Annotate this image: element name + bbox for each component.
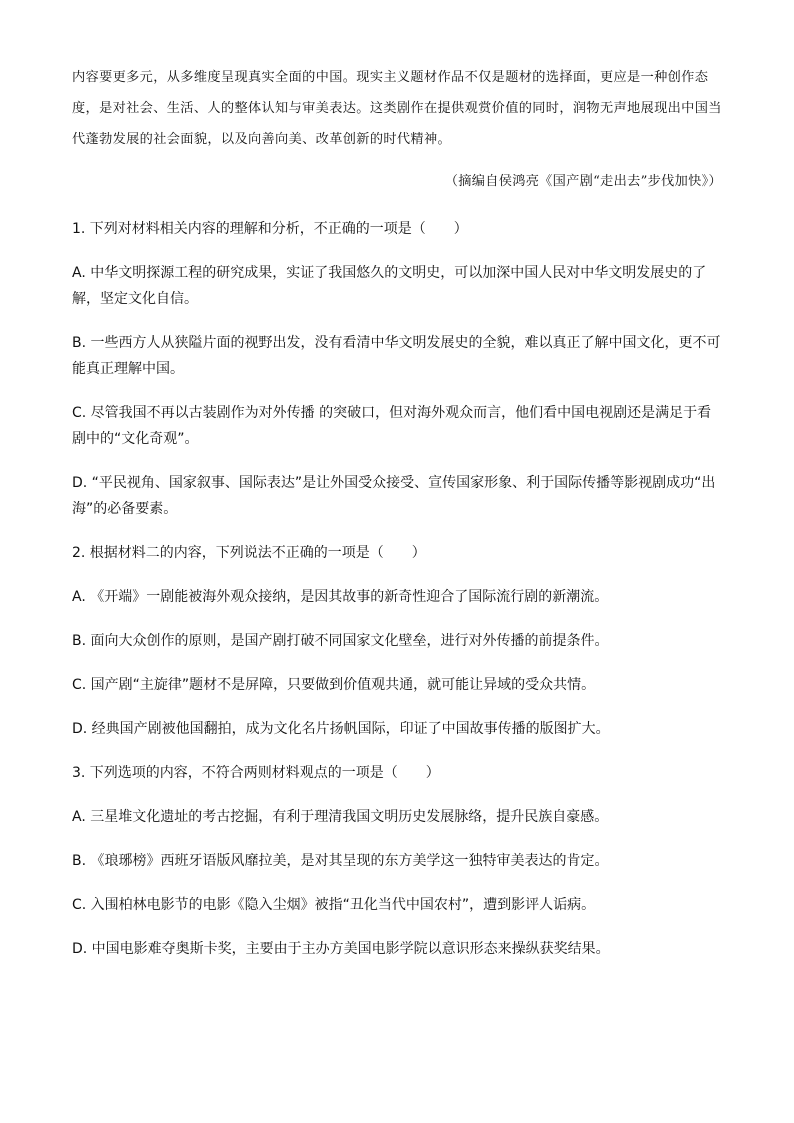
passage-source: （摘编自侯鸿亮《国产剧“走出去”步伐加快》） <box>444 174 722 189</box>
option-a: A. 三星堆文化遗址的考古挖掘，有利于理清我国文明历史发展脉络，提升民族自豪感。 <box>72 809 609 825</box>
option-b: B. 《琅琊榜》西班牙语版风靡拉美，是对其呈现的东方美学这一独特审美表达的肯定。 <box>72 853 609 869</box>
option-d: D. “平民视角、国家叙事、国际表达”是让外国受众接受、宣传国家形象、利于国际传播等影视剧成功“出海”的必备要素。 <box>72 475 716 517</box>
question-3 <box>72 760 724 962</box>
option-d: D. 中国电影难夺奥斯卡奖，主要由于主办方美国电影学院以意识形态来操纵获奖结果。 <box>72 941 610 957</box>
option-b: B. 面向大众创作的原则，是国产剧打破不同国家文化壁垒，进行对外传播的前提条件。 <box>72 633 609 649</box>
passage-text: 内容要更多元，从多维度呈现真实全面的中国。现实主义题材作品不仅是题材的选择面，更应是一种创作态度，是对社会、生活、人的整体认知与审美表达。这类剧作在提供观赏价值的同时，润物无声地展现出中国当代蓬勃发展的社会面貌，以及向善向美、改革创新的时代精神。 <box>72 70 722 147</box>
question-stem: 1. 下列对材料相关内容的理解和分析，不正确的一项是（ ） <box>72 221 468 237</box>
option-c: C. 尽管我国不再以古装剧作为对外传播 的突破口，但对海外观众而言，他们看中国电视剧还是满足于看剧中的“文化奇观”。 <box>72 405 712 447</box>
question-stem: 3. 下列选项的内容，不符合两则材料观点的一项是（ ） <box>72 765 440 781</box>
passage-excerpt <box>72 62 722 155</box>
option-a: A. 《开端》一剧能被海外观众接纳，是因其故事的新奇性迎合了国际流行剧的新潮流。 <box>72 589 609 605</box>
question-1 <box>72 216 724 522</box>
option-c: C. 国产剧“主旋律”题材不是屏障，只要做到价值观共通，就可能让异域的受众共情。 <box>72 677 596 693</box>
question-2 <box>72 540 724 742</box>
option-d: D. 经典国产剧被他国翻拍，成为文化名片扬帆国际，印证了中国故事传播的版图扩大。 <box>72 721 610 737</box>
option-a: A. 中华文明探源工程的研究成果，实证了我国悠久的文明史，可以加深中国人民对中华文明发展史的了解，坚定文化自信。 <box>72 265 707 307</box>
option-b: B. 一些西方人从狭隘片面的视野出发，没有看清中华文明发展史的全貌，难以真正了解中国文化，更不可能真正理解中国。 <box>72 335 721 377</box>
question-stem: 2. 根据材料二的内容，下列说法不正确的一项是（ ） <box>72 545 426 561</box>
question-list <box>72 216 724 980</box>
option-c: C. 入围柏林电影节的电影《隐入尘烟》被指“丑化当代中国农村”，遭到影评人诟病。 <box>72 897 596 913</box>
